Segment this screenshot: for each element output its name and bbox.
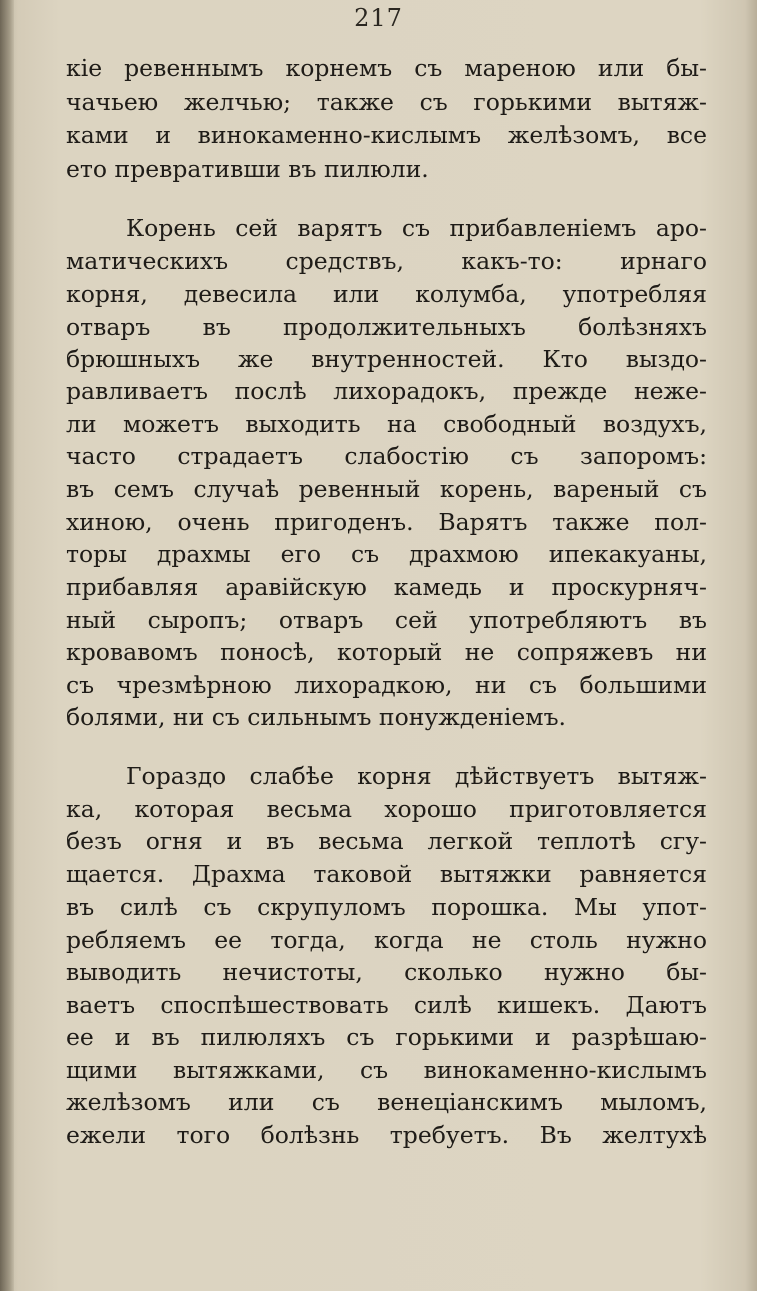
text-line: ный сыропъ; отваръ сей употребляютъ въ	[66, 606, 707, 634]
text-line: Корень сей варятъ съ прибавленіемъ аро-	[126, 214, 707, 242]
text-line: выводить нечистоты, сколько нужно бы-	[66, 958, 707, 986]
text-line: ками и винокаменно-кислымъ желѣзомъ, все	[66, 121, 707, 149]
text-line: кровавомъ поносѣ, который не сопряжевъ ни	[66, 638, 707, 666]
page-number: 217	[354, 4, 403, 32]
text-line: щими вытяжками, съ винокаменно-кислымъ	[66, 1056, 707, 1084]
text-line: торы драхмы его съ драхмою ипекакуаны,	[66, 540, 707, 568]
text-line: прибавляя аравійскую камедь и проскурняч-	[66, 573, 707, 601]
text-line: корня, девесила или колумба, употребляя	[66, 280, 707, 308]
text-line: Гораздо слабѣе корня дѣйствуетъ вытяж-	[126, 762, 707, 790]
text-line: ваетъ споспѣшествовать силѣ кишекъ. Даютъ	[66, 991, 707, 1019]
text-line: въ семъ случаѣ ревенный корень, вареный съ	[66, 475, 707, 503]
text-line: матическихъ средствъ, какъ-то: ирнаго	[66, 247, 707, 275]
text-line: часто страдаетъ слабостію съ запоромъ:	[66, 442, 707, 470]
text-line: кіе ревеннымъ корнемъ съ мареною или бы-	[66, 54, 707, 82]
text-line: ли можетъ выходить на свободный воздухъ,	[66, 410, 707, 438]
text-line: чачьею желчью; такжe съ горькими вытяж-	[66, 88, 707, 116]
text-line: въ силѣ съ скрупуломъ порошка. Мы упот-	[66, 893, 707, 921]
text-line: ежели того болѣзнь требуетъ. Въ желтухѣ	[66, 1121, 707, 1149]
text-line: отваръ въ продолжительныхъ болѣзняхъ	[66, 313, 707, 341]
text-line: равливаетъ послѣ лихорадокъ, прежде неже-	[66, 377, 707, 405]
text-line: ее и въ пилюляхъ съ горькими и разрѣшаю-	[66, 1023, 707, 1051]
text-line: ребляемъ ее тогда, когда не столь нужно	[66, 926, 707, 954]
text-line: хиною, очень пригоденъ. Варятъ также пол-	[66, 508, 707, 536]
binding-gutter	[0, 0, 14, 1291]
text-line: ето превративши въ пилюли.	[66, 155, 429, 183]
text-line: щается. Драхма таковой вытяжки равняется	[66, 860, 707, 888]
text-line: желѣзомъ или съ венеціанскимъ мыломъ,	[66, 1088, 707, 1116]
text-line: съ чрезмѣрною лихорадкою, ни съ большими	[66, 671, 707, 699]
text-line: ка, которая весьма хорошо приготовляется	[66, 795, 707, 823]
text-line: брюшныхъ же внутренностей. Кто выздо-	[66, 345, 707, 373]
text-line: болями, ни съ сильнымъ понужденіемъ.	[66, 703, 567, 731]
text-line: безъ огня и въ весьма легкой теплотѣ сгу-	[66, 827, 707, 855]
